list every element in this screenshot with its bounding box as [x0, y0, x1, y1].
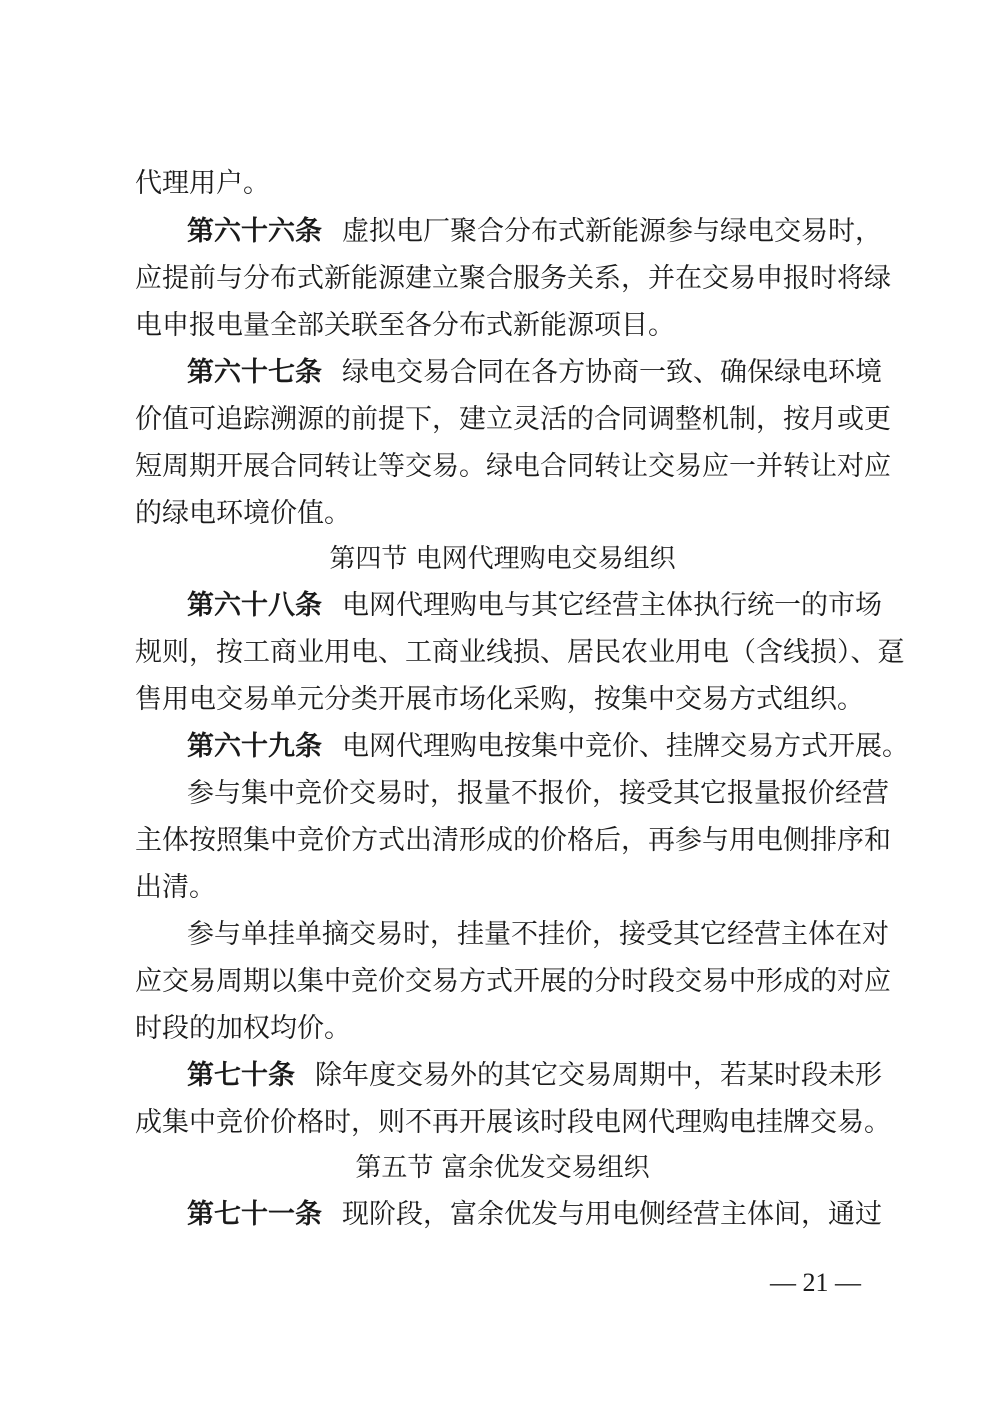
paragraph-line: 的绿电环境价值。	[135, 498, 351, 529]
paragraph-line: 售用电交易单元分类开展市场化采购，按集中交易方式组织。	[135, 684, 864, 715]
article-69-line: 第六十九条 电网代理购电按集中竞价、挂牌交易方式开展。	[187, 731, 909, 762]
paragraph-line: 主体按照集中竞价方式出清形成的价格后，再参与用电侧排序和	[135, 825, 891, 856]
paragraph-line: 代理用户。	[135, 168, 270, 199]
paragraph-line: 规则，按工商业用电、工商业线损、居民农业用电（含线损）、趸	[135, 637, 905, 668]
article-71-line: 第七十一条 现阶段，富余优发与用电侧经营主体间，通过	[187, 1199, 882, 1230]
paragraph-line: 参与单挂单摘交易时，挂量不挂价，接受其它经营主体在对	[187, 919, 889, 950]
page-number: — 21 —	[770, 1268, 861, 1297]
paragraph-line: 电申报电量全部关联至各分布式新能源项目。	[135, 310, 675, 341]
paragraph-line: 应提前与分布式新能源建立聚合服务关系，并在交易申报时将绿	[135, 263, 891, 294]
article-heading: 第七十条	[187, 1060, 295, 1091]
section-heading: 第四节 电网代理购电交易组织	[329, 544, 676, 574]
article-67-line: 第六十七条 绿电交易合同在各方协商一致、确保绿电环境	[187, 357, 882, 388]
paragraph-line: 价值可追踪溯源的前提下，建立灵活的合同调整机制，按月或更	[135, 404, 891, 435]
paragraph-line: 出清。	[135, 872, 216, 903]
article-heading: 第六十九条	[187, 731, 322, 762]
paragraph-line: 成集中竞价价格时，则不再开展该时段电网代理购电挂牌交易。	[135, 1107, 891, 1138]
article-70-line: 第七十条 除年度交易外的其它交易周期中，若某时段未形	[187, 1060, 882, 1091]
article-heading: 第六十六条	[187, 216, 322, 247]
paragraph-line: 短周期开展合同转让等交易。绿电合同转让交易应一并转让对应	[135, 451, 891, 482]
article-heading: 第六十八条	[187, 590, 322, 621]
article-68-line: 第六十八条 电网代理购电与其它经营主体执行统一的市场	[187, 590, 882, 621]
article-heading: 第六十七条	[187, 357, 322, 388]
paragraph-line: 参与集中竞价交易时，报量不报价，接受其它报量报价经营	[187, 778, 889, 809]
article-heading: 第七十一条	[187, 1199, 322, 1230]
article-66-line: 第六十六条 虚拟电厂聚合分布式新能源参与绿电交易时，	[187, 216, 882, 247]
section-heading: 第五节 富余优发交易组织	[355, 1153, 650, 1183]
paragraph-line: 时段的加权均价。	[135, 1013, 351, 1044]
paragraph-line: 应交易周期以集中竞价交易方式开展的分时段交易中形成的对应	[135, 966, 891, 997]
